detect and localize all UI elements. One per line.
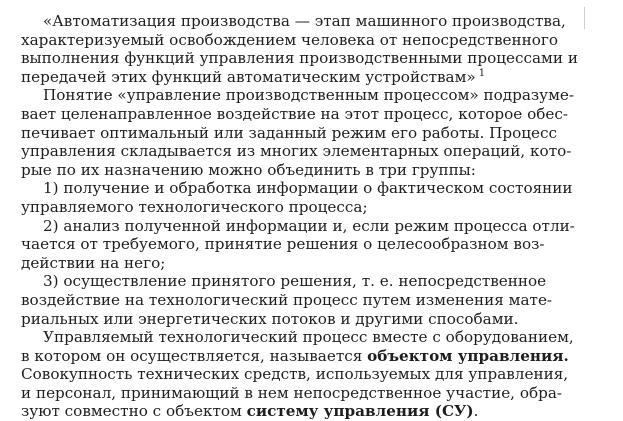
text-line: «Автоматизация производства — этап машинного производства,	[43, 12, 566, 30]
text-line	[21, 402, 608, 421]
paragraph-control-concept	[21, 86, 608, 179]
text-line: чается от требуемого, принятие решения о целесообразном воз-	[21, 235, 545, 254]
list-item-3	[21, 272, 608, 328]
text-line: воздействие на технологический процесс путем изменения мате-	[21, 290, 553, 309]
text-line: Понятие «управление производственным процессом» подразуме-	[43, 86, 575, 105]
document-page	[21, 12, 608, 421]
text-line	[21, 68, 608, 87]
list-item-2	[21, 217, 608, 273]
text-line: действии на него;	[21, 253, 166, 272]
text-line: выполнения функций управления производственными процессами и	[21, 49, 578, 68]
text-line-content: в котором он осуществляется, называется	[21, 346, 363, 365]
text-line: Управляемый технологический процесс вместе с оборудованием,	[43, 328, 574, 347]
text-line: печивает оптимальный или заданный режим его работы. Процесс	[21, 123, 558, 142]
term-control-object: объектом управления.	[367, 346, 569, 365]
paragraph-control-system	[21, 328, 608, 421]
list-item-1	[21, 179, 608, 216]
text-line: характеризуемый освобождением человека от непосредственного	[21, 30, 558, 49]
text-line: рые по их назначению можно объединить в три группы:	[21, 160, 476, 179]
text-line: 1) получение и обработка информации о фактическом состоянии	[43, 179, 573, 198]
text-line	[21, 347, 608, 366]
text-line-content: передачей этих функций автоматическим устройствам»	[21, 67, 476, 86]
footnote-marker: 1	[478, 67, 486, 79]
text-line: и персонал, принимающий в нем непосредственное участие, обра-	[21, 383, 563, 402]
text-line: 2) анализ полученной информации и, если режим процесса отли-	[43, 216, 575, 235]
text-line: Совокупность технических средств, используемых для управления,	[21, 365, 569, 384]
text-line: риальных или энергетических потоков и другими способами.	[21, 309, 519, 328]
text-line-end: .	[473, 402, 479, 421]
text-line: управления складывается из многих элементарных операций, кото-	[21, 142, 572, 161]
paragraph-definition	[21, 12, 608, 86]
text-line-content: зуют совместно с объектом	[21, 402, 242, 421]
text-line: управляемого технологического процесса;	[21, 197, 368, 216]
text-line: 3) осуществление принятого решения, т. е. непосредственное	[43, 272, 547, 291]
term-control-system: систему управления (СУ)	[246, 402, 474, 421]
text-line: вает целенаправленное воздействие на этот процесс, которое обес-	[21, 104, 568, 123]
